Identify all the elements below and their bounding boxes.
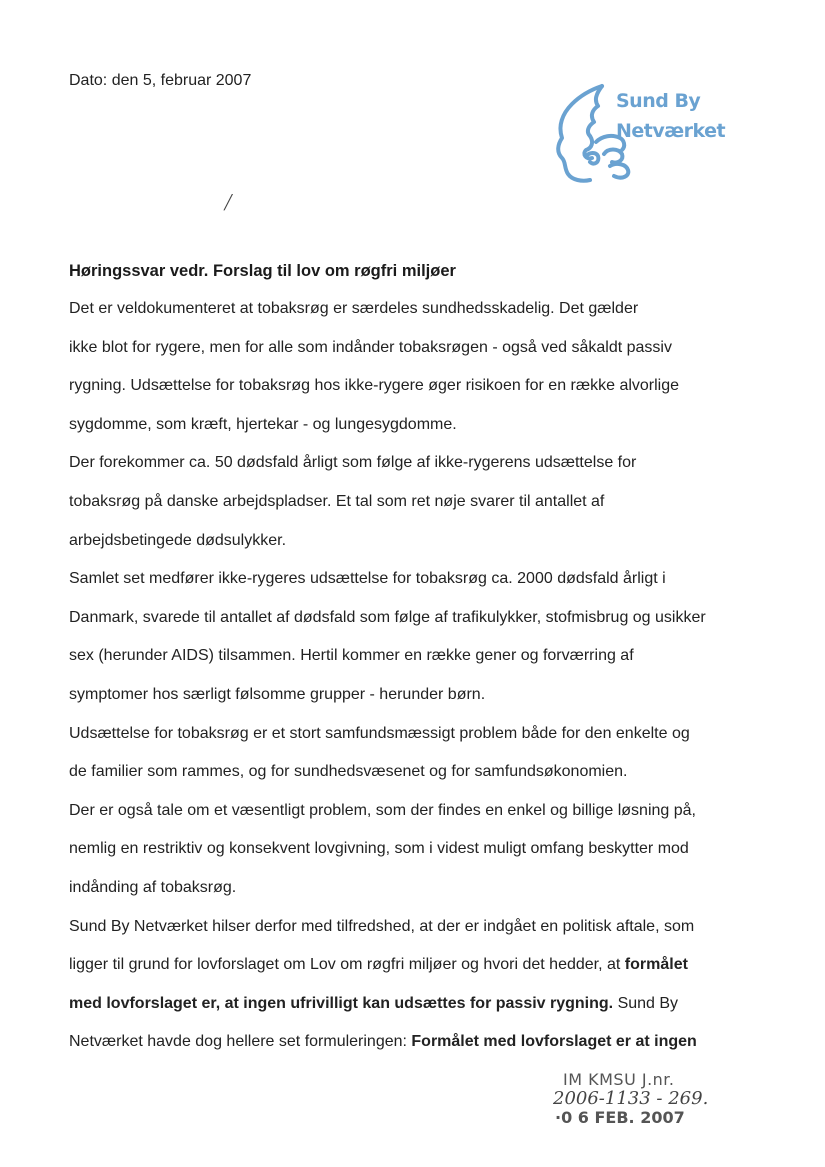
body-line bbox=[69, 914, 749, 953]
document-heading: Høringssvar vedr. Forslag til lov om røgfri miljøer bbox=[69, 262, 456, 280]
body-text: Sund By bbox=[613, 994, 679, 1012]
body-line bbox=[69, 489, 749, 528]
body-line bbox=[69, 373, 749, 412]
body-line bbox=[69, 875, 749, 914]
body-text: tobaksrøg på danske arbejdspladser. Et tal som ret nøje svarer til antallet af bbox=[69, 492, 605, 510]
body-text: sex (herunder AIDS) tilsammen. Hertil kommer en række gener og forværring af bbox=[69, 647, 634, 665]
body-line bbox=[69, 605, 749, 644]
received-stamp bbox=[553, 1070, 773, 1140]
body-text: ikke blot for rygere, men for alle som indånder tobaksrøgen - også ved såkaldt passiv bbox=[69, 338, 672, 356]
stamp-journal-number: 2006-1133 - 269. bbox=[553, 1088, 709, 1109]
body-line bbox=[69, 296, 749, 335]
body-text: Der forekommer ca. 50 dødsfald årligt som følge af ikke-rygerens udsættelse for bbox=[69, 454, 637, 472]
body-line bbox=[69, 952, 749, 991]
body-text: Der er også tale om et væsentligt problem, som der findes en enkel og billige løsning på, bbox=[69, 801, 696, 819]
logo-line-2: Netværket bbox=[616, 120, 726, 142]
logo-line-1: Sund By bbox=[616, 90, 701, 112]
body-line bbox=[69, 412, 749, 451]
body-line bbox=[69, 991, 749, 1030]
document-body bbox=[69, 296, 749, 1068]
body-text: nemlig en restriktiv og konsekvent lovgivning, som i videst muligt omfang beskytter mod bbox=[69, 840, 689, 858]
body-line bbox=[69, 566, 749, 605]
body-text: ligger til grund for lovforslaget om Lov om røgfri miljøer og hvori det hedder, at bbox=[69, 956, 625, 974]
body-text: rygning. Udsættelse for tobaksrøg hos ikke-rygere øger risikoen for en række alvorlige bbox=[69, 377, 680, 395]
body-text: de familier som rammes, og for sundhedsvæsenet og for samfundsøkonomien. bbox=[69, 763, 628, 781]
body-text: Samlet set medfører ikke-rygeres udsættelse for tobaksrøg ca. 2000 dødsfald årligt i bbox=[69, 570, 666, 588]
body-text-bold: Formålet med lovforslaget er at ingen bbox=[411, 1033, 697, 1051]
body-text: Udsættelse for tobaksrøg er et stort samfundsmæssigt problem både for den enkelte og bbox=[69, 724, 690, 742]
body-line bbox=[69, 798, 749, 837]
body-line bbox=[69, 335, 749, 374]
body-text-bold: formålet bbox=[624, 956, 688, 974]
body-text: Sund By Netværket hilser derfor med tilfredshed, at der er indgået en politisk aftale, som bbox=[69, 917, 695, 935]
body-line bbox=[69, 721, 749, 760]
body-text: arbejdsbetingede dødsulykker. bbox=[69, 531, 287, 549]
stray-pen-mark: ╱ bbox=[224, 194, 233, 210]
document-date: Dato: den 5, februar 2007 bbox=[69, 72, 252, 89]
body-line bbox=[69, 450, 749, 489]
body-text: symptomer hos særligt følsomme grupper - herunder børn. bbox=[69, 685, 486, 703]
stamp-office: IM KMSU J.nr. bbox=[563, 1070, 675, 1089]
body-line bbox=[69, 643, 749, 682]
body-line bbox=[69, 1029, 749, 1068]
body-text: Netværket havde dog hellere set formuleringen: bbox=[69, 1033, 412, 1051]
body-line bbox=[69, 682, 749, 721]
body-line bbox=[69, 836, 749, 875]
body-text: sygdomme, som kræft, hjertekar - og lungesygdomme. bbox=[69, 415, 457, 433]
body-line bbox=[69, 759, 749, 798]
body-text: Danmark, svarede til antallet af dødsfald som følge af trafikulykker, stofmisbrug og usikker bbox=[69, 608, 706, 626]
body-text: indånding af tobaksrøg. bbox=[69, 878, 237, 896]
stamp-date: ·0 6 FEB. 2007 bbox=[555, 1108, 685, 1127]
body-line bbox=[69, 528, 749, 567]
body-text: Det er veldokumenteret at tobaksrøg er særdeles sundhedsskadelig. Det gælder bbox=[69, 300, 639, 317]
body-text-bold: med lovforslaget er, at ingen ufrivilligt kan udsættes for passiv rygning. bbox=[69, 994, 614, 1012]
